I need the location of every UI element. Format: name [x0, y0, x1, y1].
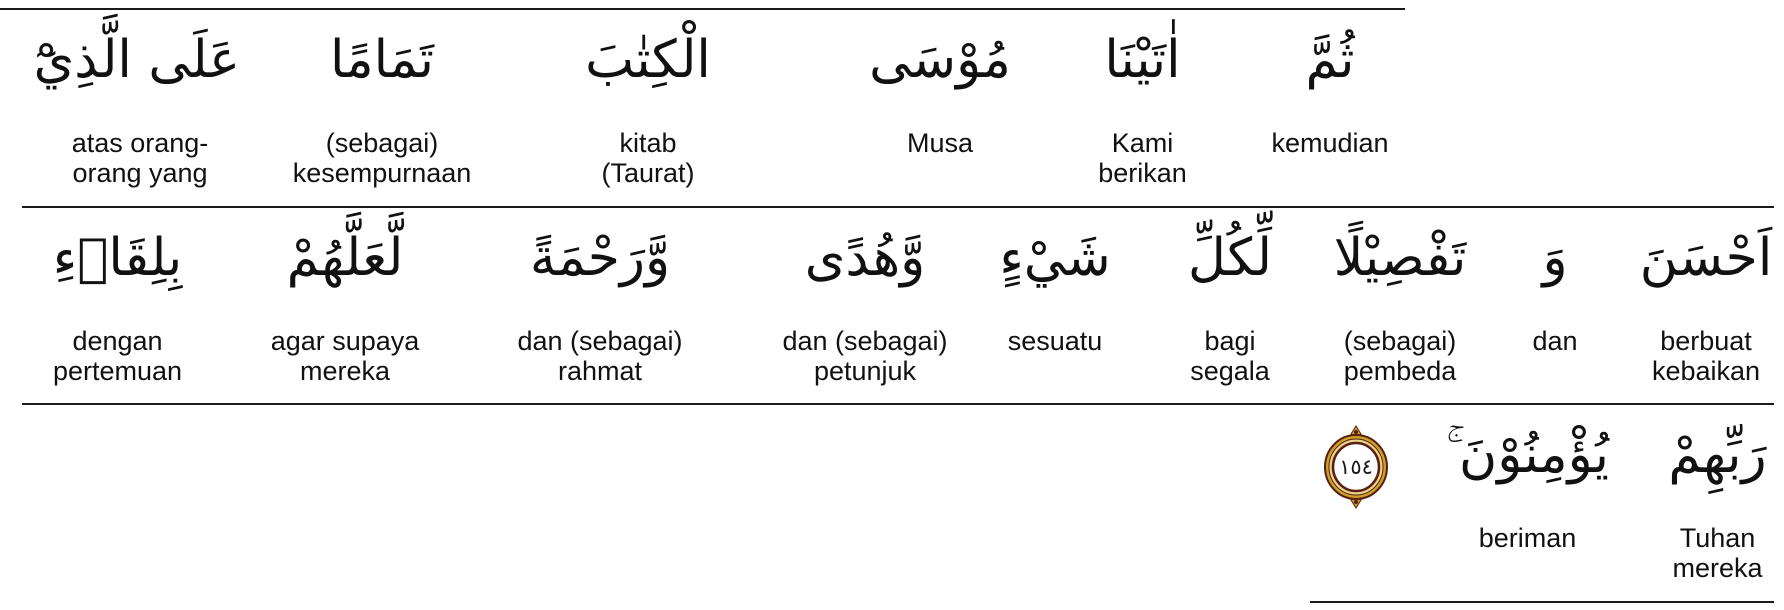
top-rule	[0, 8, 1405, 10]
arabic-word: عَلَى الَّذِيْٓ	[33, 30, 240, 90]
word-translation: Musa	[906, 128, 974, 158]
word-warahmatan	[505, 228, 695, 386]
arabic-word: وَّهُدًى	[804, 228, 926, 288]
word-tafsilan	[1320, 228, 1480, 386]
word-thumma	[1245, 30, 1415, 158]
word-translation: agar supaya mereka	[270, 326, 420, 386]
word-translation: Tuhan mereka	[1672, 523, 1763, 583]
word-tamaman	[272, 30, 492, 188]
arabic-word: شَيْءٍ	[999, 228, 1111, 288]
arabic-word: اَحْسَنَ	[1639, 228, 1773, 288]
arabic-word: اٰتَيْنَا	[1104, 30, 1181, 90]
word-translation: dan	[1532, 326, 1578, 356]
arabic-word: الْكِتٰبَ	[585, 30, 711, 90]
word-laallahum	[255, 228, 435, 386]
word-biliqai	[40, 228, 195, 386]
bottom-rule	[1310, 601, 1774, 603]
ayah-number: ١٥٤	[1339, 455, 1373, 479]
arabic-word: يُؤْمِنُوْنَ ۚ	[1446, 425, 1609, 485]
arabic-word: تَفْصِيْلًا	[1333, 228, 1467, 288]
word-musa	[855, 30, 1025, 158]
ayah-end-marker	[1323, 424, 1389, 510]
word-translation: atas orang- orang yang	[71, 128, 209, 188]
word-ataina	[1070, 30, 1215, 188]
row-divider-2	[22, 403, 1774, 405]
word-translation: dan (sebagai) petunjuk	[782, 326, 948, 386]
arabic-word: وَ	[1542, 228, 1568, 288]
row-divider-1	[22, 206, 1774, 208]
word-translation: Kami berikan	[1098, 128, 1187, 188]
word-wahudan	[770, 228, 960, 386]
word-rabbihim	[1660, 425, 1775, 583]
word-translation: bagi segala	[1190, 326, 1270, 386]
word-al-kitab	[548, 30, 748, 188]
arabic-word: رَبِّهِمْ	[1668, 425, 1767, 485]
word-translation: kemudian	[1271, 128, 1389, 158]
word-ahsana	[1630, 228, 1782, 386]
arabic-word: لِّكُلِّ	[1188, 228, 1272, 288]
arabic-word: ثُمَّ	[1305, 30, 1355, 90]
word-translation: kitab (Taurat)	[601, 128, 695, 188]
word-translation: dan (sebagai) rahmat	[517, 326, 683, 386]
arabic-word: مُوْسَى	[869, 30, 1011, 90]
word-yuminun	[1440, 425, 1615, 553]
word-translation: (sebagai) pembeda	[1343, 326, 1457, 386]
word-alalladhi	[33, 30, 240, 188]
word-translation: berbuat kebaikan	[1651, 326, 1761, 386]
arabic-word: لَّعَلَّهُمْ	[286, 228, 404, 288]
word-likulli	[1170, 228, 1290, 386]
arabic-word: تَمَامًا	[329, 30, 435, 90]
word-translation: dengan pertemuan	[52, 326, 183, 386]
word-translation: sesuatu	[1007, 326, 1103, 356]
word-wa	[1515, 228, 1595, 356]
arabic-word: بِلِقَاۤءِ	[52, 228, 183, 288]
word-translation: beriman	[1478, 523, 1577, 553]
word-translation: (sebagai) kesempurnaan	[292, 128, 472, 188]
word-shaiin	[995, 228, 1115, 356]
arabic-word: وَّرَحْمَةً	[529, 228, 671, 288]
